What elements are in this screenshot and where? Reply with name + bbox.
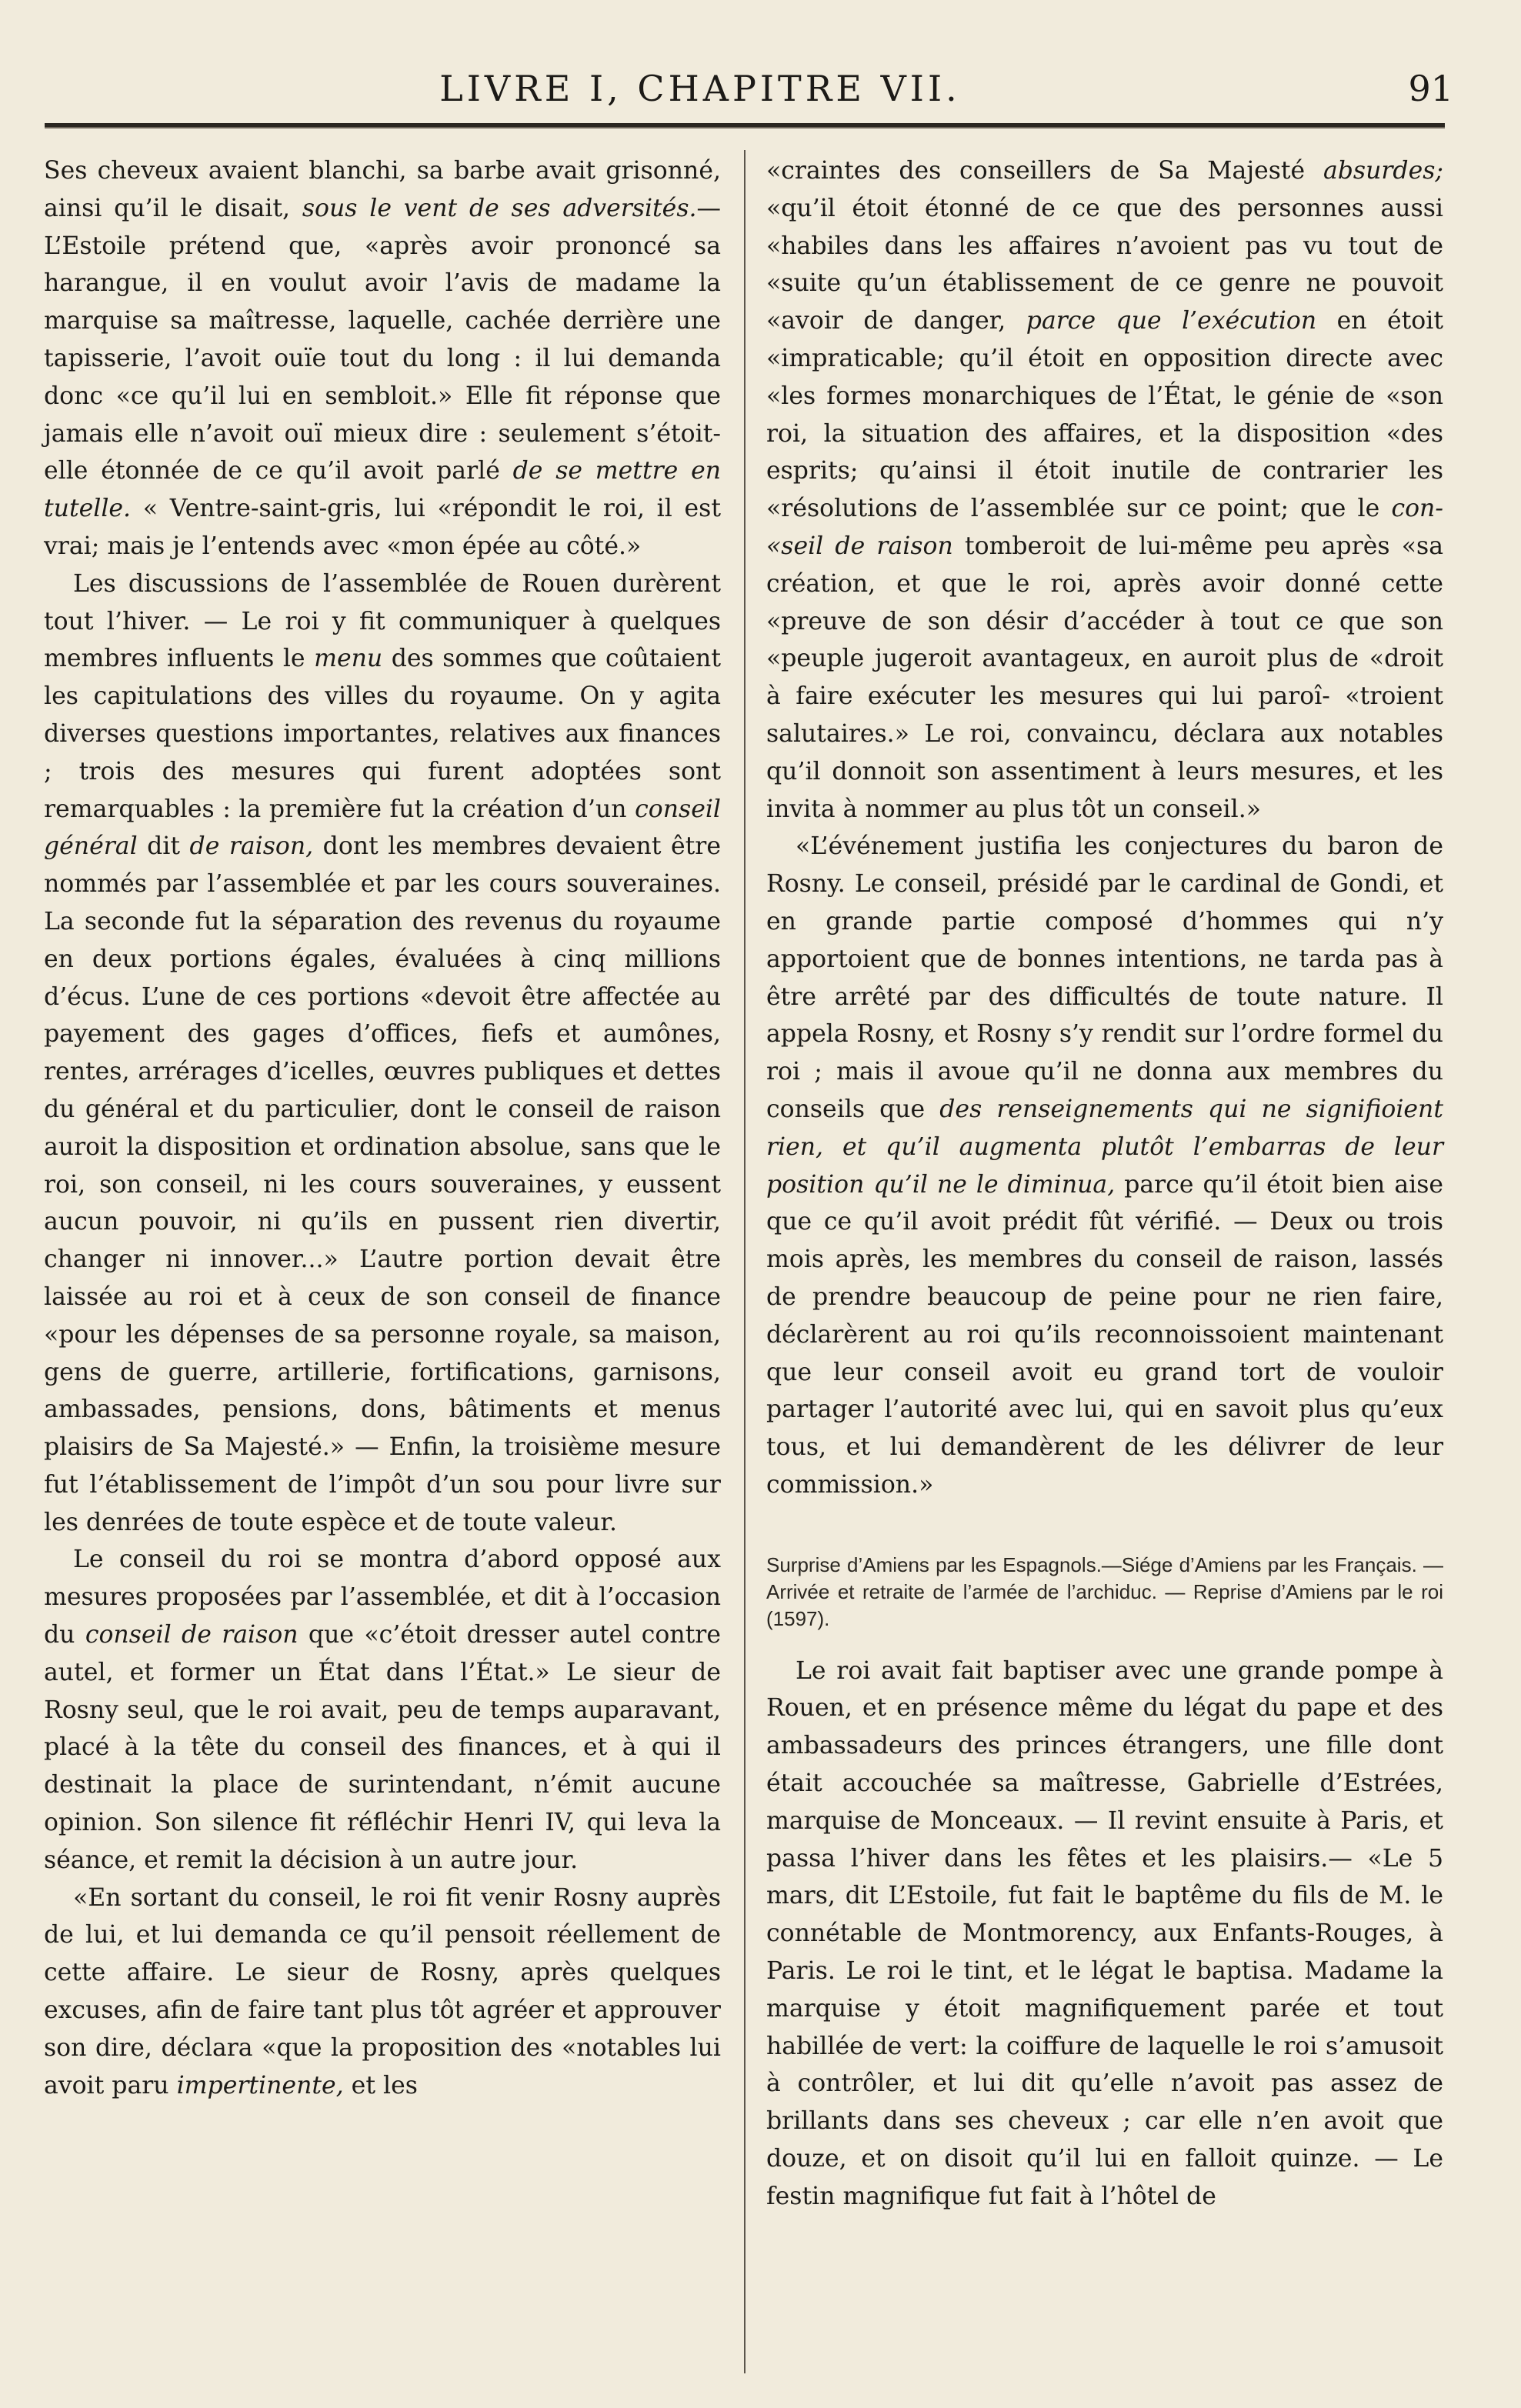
column-divider xyxy=(744,150,745,2373)
paragraph: «craintes des conseillers de Sa Majesté absurdes; «qu’il étoit étonné de ce que des personnes aussi «habiles dans les affaires n’avoient pas vu tout de «suite qu’un établissement de ce genre ne pouvoit «avoir de danger, parce que l’exécution en étoit «impraticable; qu’il étoit en opposition directe avec «les formes monarchiques de l’État, le génie de «son roi, la situation des affaires, et la disposition «des esprits; qu’ainsi il étoit inutile de contrarier les «résolutions de l’assemblée sur ce point; que le con- «seil de raison tomberoit de lui-même peu après «sa création, et que le roi, après avoir donné cette «preuve de son désir d’accéder à tout ce que son «peuple jugeroit avantageux, en auroit plus de «droit à faire exécuter les mesures qui lui paroî- «troient salutaires.» Le roi, convaincu, déclara aux notables qu’il donnoit son assentiment à leurs mesures, et les invita à nommer au plus tôt un conseil.» xyxy=(766,157,1444,823)
paragraph: «En sortant du conseil, le roi fit venir Rosny auprès de lui, et lui demanda ce qu’il pensoit réellement de cette affaire. Le sieur de Rosny, après quelques excuses, afin de faire tant plus tôt agréer et approuver son dire, déclara «que la proposition des «notables lui avoit paru impertinente, et les xyxy=(44,1883,721,2099)
paragraph: Le roi avait fait baptiser avec une grande pompe à Rouen, et en présence même du légat du pape et des ambassadeurs des princes étrangers, une fille dont était accouchée sa maîtresse, Gabrielle d’Estrées, marquise de Monceaux. — Il revint ensuite à Paris, et passa l’hiver dans les fêtes et les plaisirs.— «Le 5 mars, dit L’Estoile, fut fait le baptême du fils de M. le connétable de Montmorency, aux Enfants-Rouges, à Paris. Le roi le tint, et le légat le baptisa. Madame la marquise y étoit magnifiquement parée et tout habillée de vert: la coiffure de laquelle le roi s’amusoit à contrôler, et lui dit qu’elle n’avoit pas assez de brillants dans ses cheveux ; car elle n’en avoit que douze, et on disoit qu’il lui en falloit quinze. — Le festin magnifique fut fait à l’hôtel de xyxy=(766,1656,1443,2210)
running-title: LIVRE I, CHAPITRE VII. xyxy=(439,68,961,109)
paragraph: Ses cheveux avaient blanchi, sa barbe avait grisonné, ainsi qu’il le disait, sous le vent de ses adversités.— L’Estoile prétend que, «après avoir prononcé sa harangue, il en voulut avoir l’avis de madame la marquise sa maîtresse, laquelle, cachée derrière une tapisserie, l’avoit ouïe tout du long : il lui demanda donc «ce qu’il lui en sembloit.» Elle fit réponse que jamais elle n’avoit ouï mieux dire : seulement s’étoit-elle étonnée de ce qu’il avoit parlé de se mettre en tutelle. « Ventre-saint-gris, lui «répondit le roi, il est vrai; mais je l’entends avec «mon épée au côté.» xyxy=(44,157,721,560)
paragraph: Les discussions de l’assemblée de Rouen durèrent tout l’hiver. — Le roi y fit communiquer à quelques membres influents le menu des sommes que coûtaient les capitulations des villes du royaume. On y agita diverses questions importantes, relatives aux finances ; trois des mesures qui furent adoptées sont remarquables : la première fut la création d’un conseil général dit de raison, dont les membres devaient être nommés par l’assemblée et par les cours souveraines. La seconde fut la séparation des revenus du royaume en deux portions égales, évaluées à cinq millions d’écus. L’une de ces portions «devoit être affectée au payement des gages d’offices, fiefs et aumônes, rentes, arrérages d’icelles, œuvres publiques et dettes du général et du particulier, dont le conseil de raison auroit la disposition et ordination absolue, sans que le roi, son conseil, ni les cours souveraines, y eussent aucun pouvoir, ni qu’ils en pussent rien divertir, changer ni innover...» L’autre portion devait être laissée au roi et à ceux de son conseil de finance «pour les dépenses de sa personne royale, sa maison, gens de guerre, artillerie, fortifications, garnisons, ambassades, pensions, dons, bâtiments et menus plaisirs de Sa Majesté.» — Enfin, la troisième mesure fut l’établissement de l’impôt d’un sou pour livre sur les denrées de toute espèce et de toute valeur. xyxy=(44,569,721,1536)
running-head xyxy=(0,62,1521,115)
section-summary: Surprise d’Amiens par les Espagnols.—Siége d’Amiens par les Français. — Arrivée et retraite de l’armée de l’archiduc. — Reprise d’Amiens par le roi (1597). xyxy=(766,1553,1443,1630)
page-number: 91 xyxy=(1408,68,1453,109)
paragraph: Le conseil du roi se montra d’abord opposé aux mesures proposées par l’assemblée, et dit à l’occasion du conseil de raison que «c’étoit dresser autel contre autel, et former un État dans l’État.» Le sieur de Rosny seul, que le roi avait, peu de temps auparavant, placé à la tête du conseil des finances, et à qui il destinait la place de surintendant, n’émit aucune opinion. Son silence fit réfléchir Henri IV, qui leva la séance, et remit la décision à un autre jour. xyxy=(44,1546,722,1874)
left-column xyxy=(44,152,721,2104)
right-column xyxy=(766,152,1443,2216)
paragraph: «L’événement justifia les conjectures du baron de Rosny. Le conseil, présidé par le cardinal de Gondi, et en grande partie composé d’hommes qui n’y apportoient que de bonnes intentions, ne tarda pas à être arrêté par des difficultés de toute nature. Il appela Rosny, et Rosny s’y rendit sur l’ordre formel du roi ; mais il avoue qu’il ne donna aux membres du conseils que des renseignements qui ne signifioient rien, et qu’il augmenta plutôt l’embarras de leur position qu’il ne le diminua, parce qu’il étoit bien aise que ce qu’il avoit prédit fût vérifié. — Deux ou trois mois après, les membres du conseil de raison, lassés de prendre beaucoup de peine pour ne rien faire, déclarèrent au roi qu’ils reconnoissoient maintenant que leur conseil avoit eu grand tort de vouloir partager l’autorité avec lui, qui en savoit plus qu’eux tous, et lui demandèrent de les délivrer de leur commission.» xyxy=(766,832,1444,1499)
header-rule xyxy=(45,123,1445,128)
